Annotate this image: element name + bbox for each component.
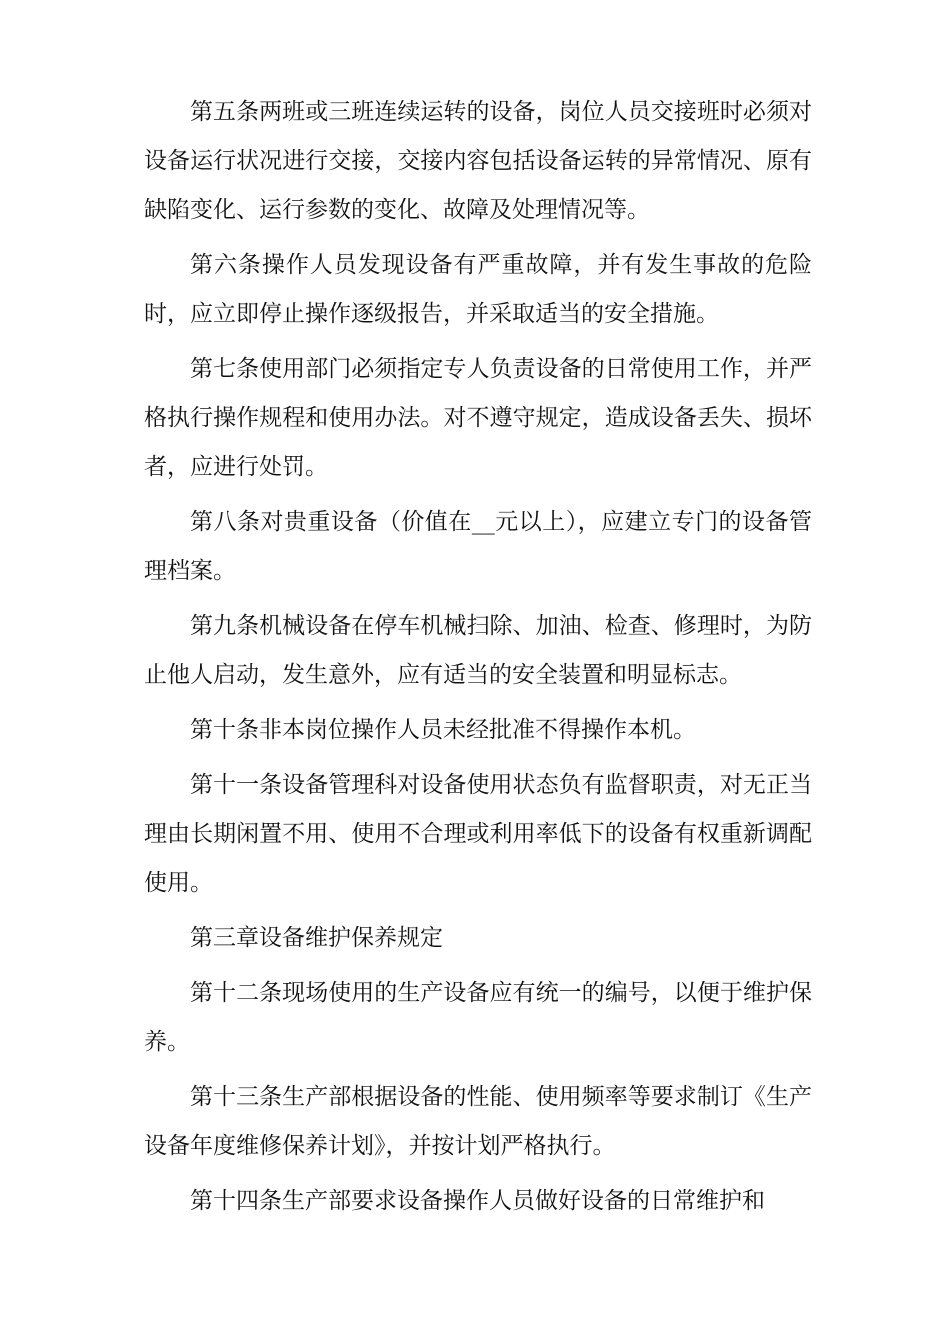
paragraph-article-11: 第十一条设备管理科对设备使用状态负有监督职责，对无正当理由长期闲置不用、使用不合理或利用率低下的设备有权重新调配使用。 [144,772,812,896]
paragraph-article-7: 第七条使用部门必须指定专人负责设备的日常使用工作，并严格执行操作规程和使用办法。对不遵守规定，造成设备丢失、损坏者，应进行处罚。 [144,356,812,480]
paragraph-article-14: 第十四条生产部要求设备操作人员做好设备的日常维护和 [190,1188,765,1214]
paragraph-article-5: 第五条两班或三班连续运转的设备，岗位人员交接班时必须对设备运行状况进行交接，交接内容包括设备运转的异常情况、原有缺陷变化、运行参数的变化、故障及处理情况等。 [144,99,812,223]
document-body [144,88,812,1232]
chapter-heading-3: 第三章设备维护保养规定 [190,925,443,951]
paragraph-article-6: 第六条操作人员发现设备有严重故障，并有发生事故的危险时，应立即停止操作逐级报告，并采取适当的安全措施。 [144,252,812,327]
paragraph-article-12: 第十二条现场使用的生产设备应有统一的编号，以便于维护保养。 [144,980,812,1055]
paragraph-article-13: 第十三条生产部根据设备的性能、使用频率等要求制订《生产设备年度维修保养计划》，并按计划严格执行。 [144,1084,812,1159]
paragraph-article-10: 第十条非本岗位操作人员未经批准不得操作本机。 [190,717,696,743]
paragraph-article-8: 第八条对贵重设备（价值在__元以上），应建立专门的设备管理档案。 [144,509,812,584]
paragraph-article-9: 第九条机械设备在停车机械扫除、加油、检查、修理时，为防止他人启动，发生意外，应有适当的安全装置和明显标志。 [144,613,812,688]
